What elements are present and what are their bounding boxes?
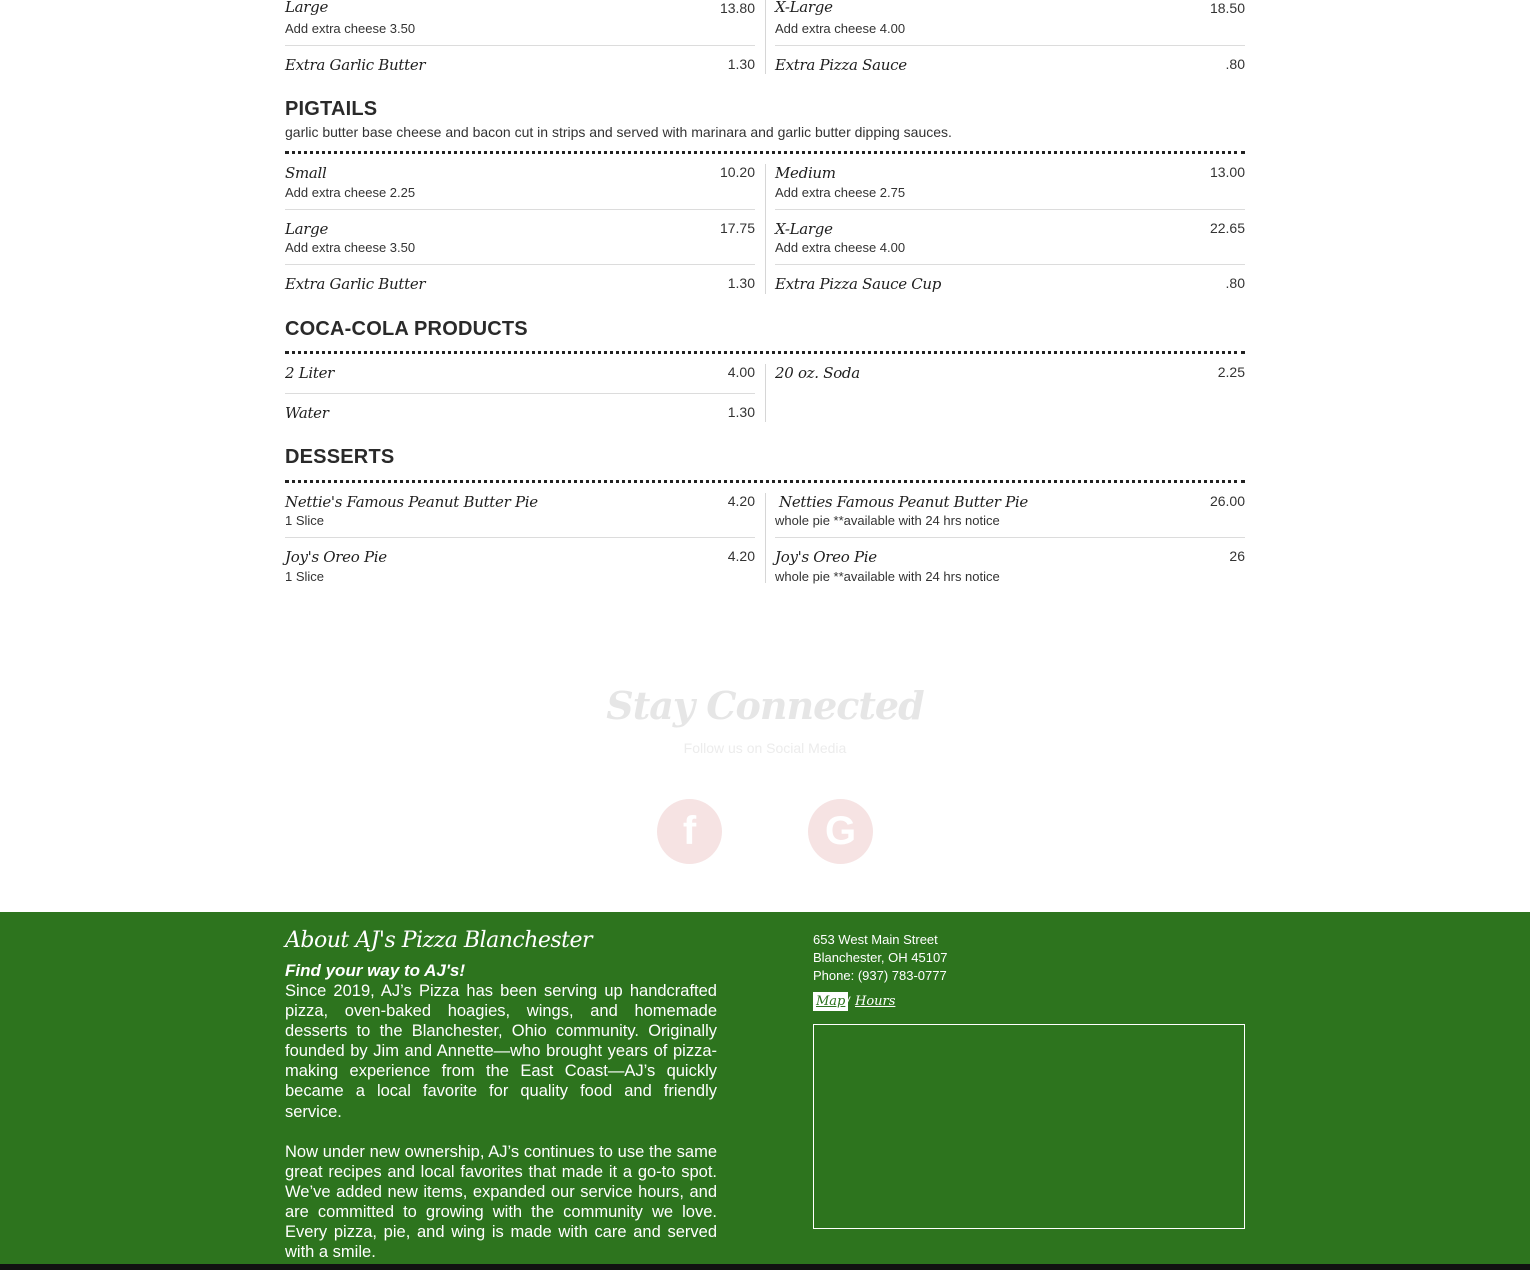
item-desc: Add extra cheese 2.25: [285, 185, 416, 200]
item-price: 4.20: [727, 493, 755, 509]
item-desc: 1 Slice: [285, 569, 325, 584]
item-name: X-Large: [775, 0, 833, 16]
item-name: Extra Garlic Butter: [285, 56, 426, 74]
address-street: 653 West Main Street: [813, 932, 938, 947]
item-name: Nettie's Famous Peanut Butter Pie: [285, 493, 538, 511]
menu-item: [775, 220, 1245, 260]
item-price: 4.00: [727, 364, 755, 380]
hours-link[interactable]: Hours: [855, 994, 896, 1009]
menu-item: [285, 548, 755, 588]
menu-item: [285, 493, 755, 533]
item-name: Large: [285, 220, 329, 238]
column-divider: [765, 364, 766, 422]
item-price: 2.25: [1217, 364, 1245, 380]
item-name: Joy's Oreo Pie: [285, 548, 387, 566]
item-price: 26: [1229, 548, 1245, 564]
item-desc: Add extra cheese 2.75: [775, 185, 906, 200]
divider: [285, 537, 755, 538]
stay-connected-title: Stay Connected: [606, 683, 924, 728]
menu-item: [285, 56, 755, 76]
divider: [285, 264, 755, 265]
item-price: 18.50: [1209, 0, 1245, 16]
section-divider: [285, 151, 1245, 154]
footer-bottom-bar: [0, 1264, 1530, 1270]
about-paragraph: Since 2019, AJ’s Pizza has been serving up handcrafted pizza, oven-baked hoagies, wings, and homemade desserts to the Blanchester, Ohio community. Originally founded by Jim and Annette—who brought years of pizza-making experience from the East Coast—AJ’s quickly became a local favorite for quality food and friendly service.: [285, 982, 717, 1121]
item-desc: Add extra cheese 3.50: [285, 21, 416, 36]
item-desc: 1 Slice: [285, 513, 325, 528]
divider: [775, 45, 1245, 46]
item-name: X-Large: [775, 220, 833, 238]
item-price: 26.00: [1209, 493, 1245, 509]
menu-item: [775, 164, 1245, 204]
item-price: 1.30: [727, 275, 755, 291]
item-price: 13.00: [1209, 164, 1245, 180]
about-subtitle: Find your way to AJ's!: [285, 961, 466, 980]
facebook-icon[interactable]: [657, 799, 722, 864]
menu-item: [285, 0, 755, 40]
menu-item: [285, 220, 755, 260]
menu-item: [285, 404, 755, 424]
column-divider: [765, 493, 766, 583]
item-price: 13.80: [719, 0, 755, 16]
divider: [775, 264, 1245, 265]
divider: [285, 209, 755, 210]
item-name: 2 Liter: [285, 364, 335, 382]
item-name: Extra Pizza Sauce Cup: [775, 275, 942, 293]
section-title-pigtails: PIGTAILS: [285, 98, 378, 120]
item-name: Medium: [775, 164, 836, 182]
map-embed[interactable]: [813, 1024, 1245, 1229]
item-price: 4.20: [727, 548, 755, 564]
section-title-desserts: DESSERTS: [285, 446, 395, 468]
menu-item: [775, 364, 1245, 384]
about-paragraph: Now under new ownership, AJ’s continues to use the same great recipes and local favorites that made it a go-to spot. We’ve added new items, expanded our service hours, and are committed to growing with the community we love. Every pizza, pie, and wing is made with care and served with a smile.: [285, 1143, 717, 1262]
section-divider: [285, 480, 1245, 483]
footer: [0, 912, 1530, 1264]
item-name: Extra Garlic Butter: [285, 275, 426, 293]
menu-item: [775, 493, 1245, 533]
item-name: Joy's Oreo Pie: [775, 548, 877, 566]
item-price: 10.20: [719, 164, 755, 180]
section-divider: [285, 351, 1245, 354]
item-price: 17.75: [719, 220, 755, 236]
item-price: 22.65: [1209, 220, 1245, 236]
divider: [285, 45, 755, 46]
divider: [775, 209, 1245, 210]
address-city: Blanchester, OH 45107: [813, 950, 948, 965]
item-desc: Add extra cheese 4.00: [775, 240, 906, 255]
item-desc: Add extra cheese 3.50: [285, 240, 416, 255]
link-separator: /: [846, 994, 850, 1009]
item-price: 1.30: [727, 56, 755, 72]
item-desc: whole pie **available with 24 hrs notice: [775, 569, 1000, 584]
item-name: Water: [285, 404, 329, 422]
divider: [775, 537, 1245, 538]
google-icon[interactable]: [808, 799, 873, 864]
menu-item: [285, 164, 755, 204]
menu-item: [775, 275, 1245, 295]
menu-item: [775, 56, 1245, 76]
divider: [285, 393, 755, 394]
item-name: Large: [285, 0, 329, 16]
menu-item: [775, 548, 1245, 588]
item-desc: Add extra cheese 4.00: [775, 21, 906, 36]
menu-item: [285, 275, 755, 295]
menu-item: [775, 0, 1245, 40]
item-name: Extra Pizza Sauce: [775, 56, 907, 74]
item-price: .80: [1225, 275, 1245, 291]
about-title: About AJ's Pizza Blanchester: [285, 928, 593, 953]
item-name: 20 oz. Soda: [775, 364, 860, 382]
facebook-glyph: f: [682, 809, 697, 853]
google-glyph: G: [824, 809, 857, 853]
phone[interactable]: Phone: (937) 783-0777: [813, 968, 947, 983]
column-divider: [765, 0, 766, 74]
item-name: Small: [285, 164, 327, 182]
map-link[interactable]: Map: [813, 992, 848, 1011]
item-price: .80: [1225, 56, 1245, 72]
column-divider: [765, 164, 766, 294]
item-name: Netties Famous Peanut Butter Pie: [779, 493, 1028, 511]
section-desc: garlic butter base cheese and bacon cut in strips and served with marinara and garlic butter dipping sauces.: [285, 124, 952, 140]
section-title-coca-cola: COCA-COLA PRODUCTS: [285, 318, 528, 340]
menu-item: [285, 364, 755, 384]
stay-connected-subtitle: Follow us on Social Media: [683, 740, 847, 756]
item-price: 1.30: [727, 404, 755, 420]
item-desc: whole pie **available with 24 hrs notice: [775, 513, 1000, 528]
